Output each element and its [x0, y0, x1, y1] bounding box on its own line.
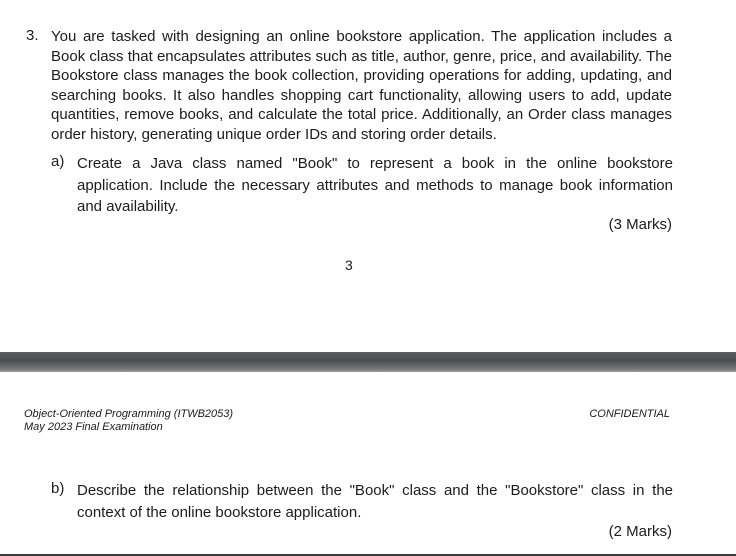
confidential-label: CONFIDENTIAL: [589, 408, 670, 420]
page-separator: [0, 352, 736, 372]
part-b-text: Describe the relationship between the "Book" class and the "Bookstore" class in the context of the online bookstore application.: [77, 482, 673, 521]
exam-title: May 2023 Final Examination: [24, 421, 163, 433]
course-title: Object-Oriented Programming (ITWB2053): [24, 408, 234, 420]
page-number: 3: [345, 257, 353, 273]
page-header-left: [24, 408, 233, 434]
question-text: You are tasked with designing an online bookstore application. The application includes a Book class that encapsulates attributes such as title, author, genre, price, and availability. The Bookstore class manages the book collection, providing operations for adding, updating, and searching books. It also handles shopping cart functionality, allowing users to add, update quantities, remove books, and calculate the total price. Additionally, an Order class manages order history, generating unique order IDs and storing order details.: [51, 28, 672, 143]
part-a-text: Create a Java class named "Book" to represent a book in the online bookstore application. Include the necessary attributes and methods to manage book information and availability.: [77, 155, 673, 215]
part-b-marks: (2 Marks): [608, 523, 672, 540]
question-number: 3.: [26, 27, 39, 44]
part-a-marks: (3 Marks): [608, 216, 672, 233]
part-a-label: a): [51, 153, 65, 170]
part-b-label: b): [51, 480, 65, 497]
exam-page-bottom: [0, 372, 736, 556]
